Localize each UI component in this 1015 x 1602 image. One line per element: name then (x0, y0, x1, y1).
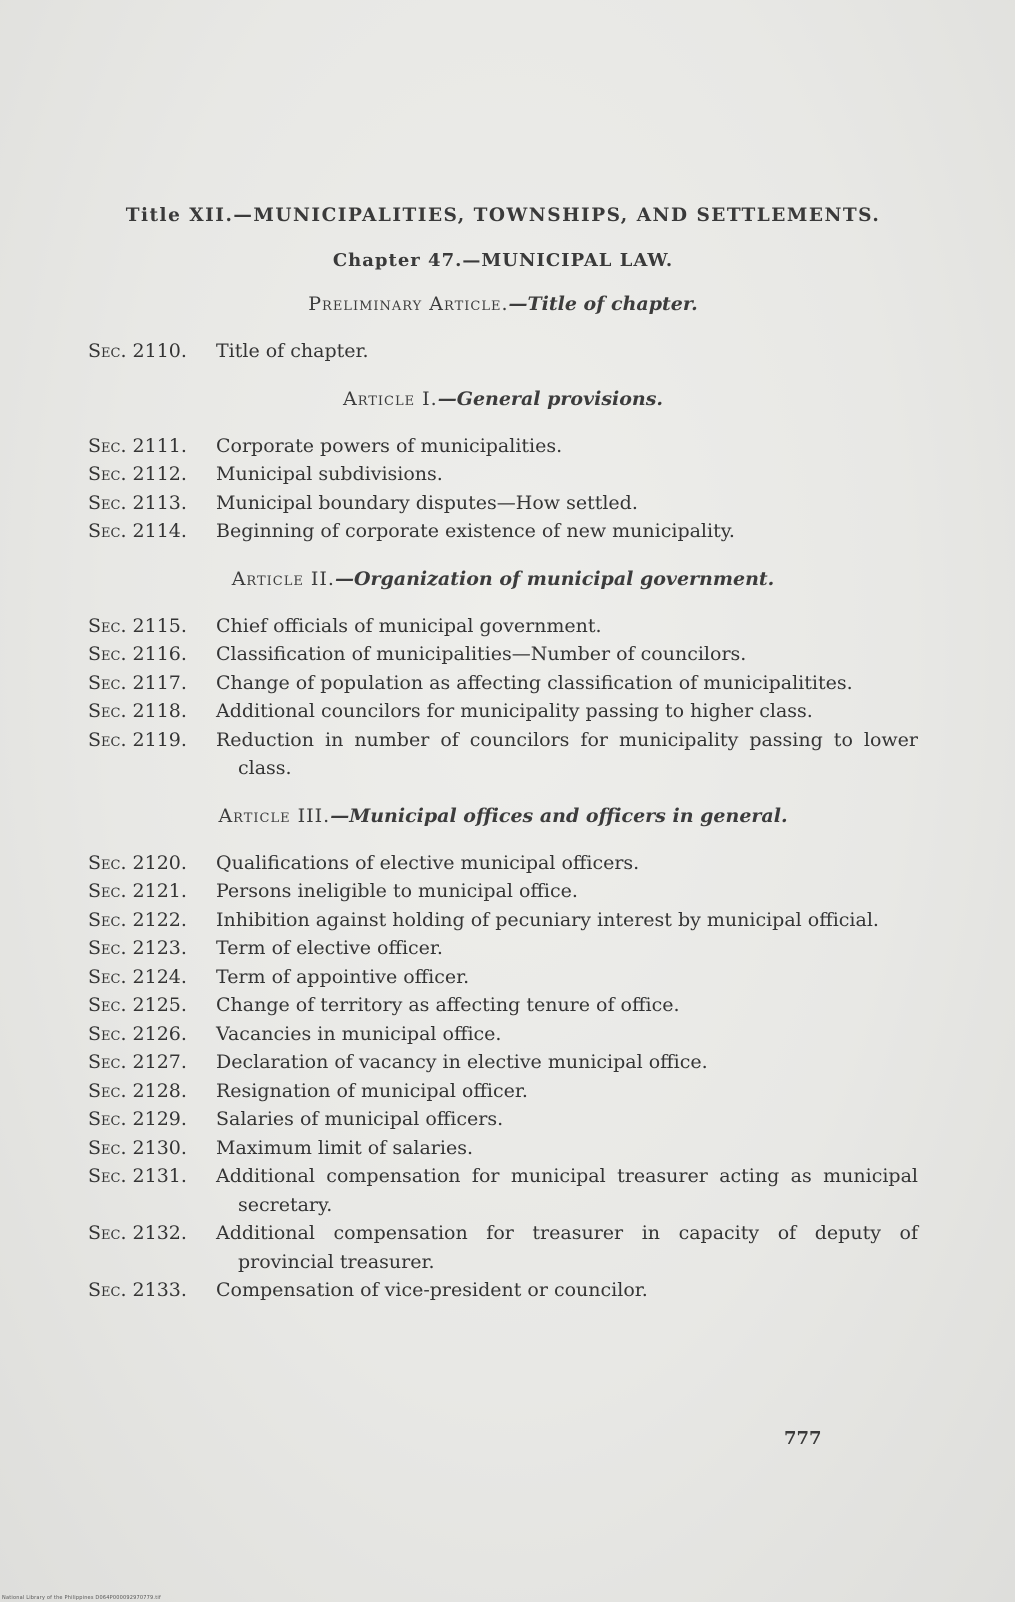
section-entry (88, 963, 918, 992)
section-number: Sec. 2112. (88, 463, 187, 485)
section-number: Sec. 2133. (88, 1279, 187, 1301)
section-title: Title of chapter. (216, 340, 369, 362)
section-title: Inhibition against holding of pecuniary interest by municipal official. (216, 908, 879, 931)
article-label: Article III. (218, 804, 331, 827)
section-title: Resignation of municipal officer. (216, 1079, 528, 1102)
section-entry (88, 726, 918, 783)
section-list (88, 432, 918, 546)
section-title: Term of elective officer. (216, 937, 443, 959)
section-entry (88, 934, 918, 963)
section-title: Salaries of municipal officers. (216, 1108, 504, 1130)
article-heading (88, 388, 918, 410)
section-entry (88, 1162, 918, 1219)
section-number: Sec. 2128. (88, 1079, 187, 1102)
title-heading: Title XII.—MUNICIPALITIES, TOWNSHIPS, AND SETTLEMENTS. (125, 205, 881, 226)
article-label: Article I. (342, 387, 438, 410)
section-number: Sec. 2125. (88, 994, 187, 1016)
section-title: Change of territory as affecting tenure of office. (216, 994, 680, 1016)
articles-container (88, 293, 918, 1305)
section-title: Beginning of corporate existence of new municipality. (216, 520, 735, 542)
section-title: Chief officials of municipal government. (216, 614, 602, 637)
section-number: Sec. 2113. (88, 491, 187, 514)
section-number: Sec. 2111. (88, 434, 187, 457)
page-content (88, 200, 918, 1305)
section-number: Sec. 2118. (88, 700, 187, 722)
section-title: Classification of municipalities—Number of councilors. (216, 643, 747, 665)
section-list (88, 612, 918, 783)
section-title: Municipal subdivisions. (216, 463, 443, 485)
section-number: Sec. 2110. (88, 340, 187, 362)
section-entry (88, 1219, 918, 1276)
section-title: Corporate powers of municipalities. (216, 434, 563, 457)
section-entry (88, 697, 918, 726)
section-number: Sec. 2119. (88, 728, 187, 751)
section-title: Compensation of vice-president or councilor. (216, 1279, 648, 1301)
section-entry (88, 849, 918, 878)
section-entry (88, 1048, 918, 1077)
section-entry (88, 432, 918, 461)
article-subtitle: —Title of chapter. (508, 293, 698, 315)
section-entry (88, 877, 918, 906)
section-title: Vacancies in municipal office. (216, 1022, 502, 1045)
section-title: Municipal boundary disputes—How settled. (216, 491, 638, 514)
section-entry (88, 460, 918, 489)
section-title: Maximum limit of salaries. (216, 1136, 473, 1159)
section-number: Sec. 2115. (88, 614, 187, 637)
page-number: 777 (784, 1428, 822, 1449)
section-list (88, 849, 918, 1305)
section-number: Sec. 2126. (88, 1022, 187, 1045)
section-entry (88, 640, 918, 669)
section-entry (88, 906, 918, 935)
section-number: Sec. 2129. (88, 1108, 187, 1130)
section-entry (88, 991, 918, 1020)
section-entry (88, 1020, 918, 1049)
section-number: Sec. 2124. (88, 965, 187, 988)
section-number: Sec. 2127. (88, 1051, 187, 1073)
section-entry (88, 1077, 918, 1106)
section-title: Reduction in number of councilors for municipality passing to lower class. (216, 728, 918, 779)
section-number: Sec. 2123. (88, 937, 187, 959)
section-title: Change of population as affecting classification of municipalitites. (216, 671, 853, 694)
section-title: Term of appointive officer. (216, 965, 470, 988)
section-title: Additional compensation for municipal treasurer acting as municipal secretary. (216, 1165, 918, 1216)
section-number: Sec. 2114. (88, 520, 187, 542)
section-entry (88, 1134, 918, 1163)
section-number: Sec. 2132. (88, 1222, 187, 1244)
section-entry (88, 612, 918, 641)
section-title: Persons ineligible to municipal office. (216, 880, 578, 902)
section-title: Qualifications of elective municipal officers. (216, 851, 640, 874)
section-title: Declaration of vacancy in elective municipal office. (216, 1051, 708, 1073)
section-number: Sec. 2116. (88, 643, 187, 665)
section-number: Sec. 2131. (88, 1165, 187, 1187)
section-entry (88, 1276, 918, 1305)
article-label: Article II. (231, 567, 335, 590)
section-title: Additional councilors for municipality passing to higher class. (216, 700, 813, 722)
article-subtitle: —Municipal offices and officers in general. (330, 804, 788, 827)
footer-note: National Library of the Philippines D064P000092970779.tif (2, 1595, 161, 1601)
section-number: Sec. 2130. (88, 1136, 187, 1159)
section-title: Additional compensation for treasurer in capacity of deputy of provincial treasurer. (216, 1222, 918, 1273)
section-entry (88, 669, 918, 698)
article-subtitle: —Organization of municipal government. (334, 567, 775, 590)
section-list (88, 337, 918, 366)
article-heading (88, 568, 918, 590)
section-number: Sec. 2120. (88, 851, 187, 874)
article-heading (88, 805, 918, 827)
section-entry (88, 1105, 918, 1134)
section-entry (88, 489, 918, 518)
section-entry (88, 517, 918, 546)
section-number: Sec. 2117. (88, 671, 187, 694)
section-entry (88, 337, 918, 366)
article-subtitle: —General provisions. (437, 387, 664, 410)
section-number: Sec. 2121. (88, 880, 187, 902)
article-label: Preliminary Article. (308, 293, 509, 315)
section-number: Sec. 2122. (88, 908, 187, 931)
article-heading (88, 293, 918, 315)
chapter-heading: Chapter 47.—MUNICIPAL LAW. (332, 250, 674, 271)
